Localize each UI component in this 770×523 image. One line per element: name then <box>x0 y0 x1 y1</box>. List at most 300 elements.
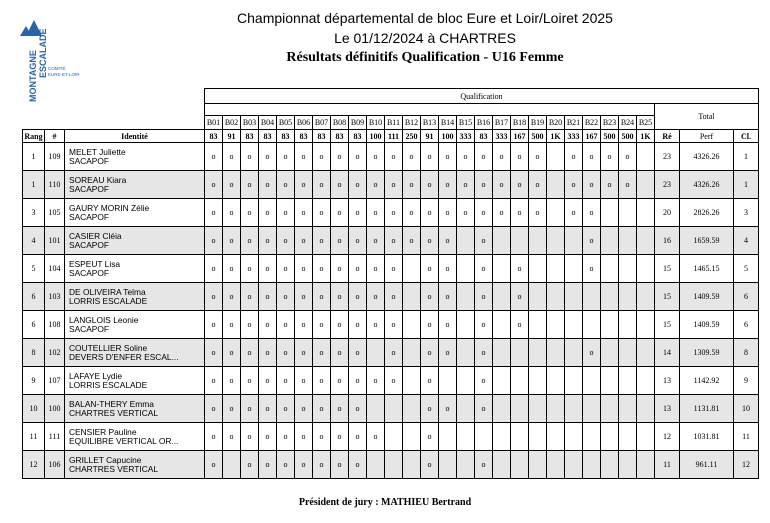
block-result-cell <box>493 339 511 367</box>
rang-cell: 9 <box>23 367 45 395</box>
block-name: B11 <box>385 116 403 130</box>
athlete-name: MELET Juliette <box>69 146 126 157</box>
block-result-cell: o <box>277 227 295 255</box>
re-cell: 16 <box>655 227 680 255</box>
block-result-cell: o <box>331 311 349 339</box>
identity-cell <box>65 423 205 451</box>
block-result-cell: o <box>205 395 223 423</box>
block-result-cell <box>637 339 655 367</box>
block-result-cell: o <box>313 367 331 395</box>
block-points: 83 <box>241 130 259 143</box>
block-result-cell: o <box>223 143 241 171</box>
block-result-cell <box>529 451 547 479</box>
perf-cell: 1465.15 <box>680 255 734 283</box>
block-result-cell: o <box>565 143 583 171</box>
identity-cell <box>65 143 205 171</box>
block-result-cell: o <box>277 171 295 199</box>
block-result-cell: o <box>313 339 331 367</box>
header-blank <box>23 89 205 104</box>
block-name: B05 <box>277 116 295 130</box>
block-name: B17 <box>493 116 511 130</box>
block-result-cell <box>439 451 457 479</box>
table-row <box>23 143 759 171</box>
header-blank <box>23 116 205 130</box>
cl-cell: 8 <box>734 339 759 367</box>
col-identite: Identité <box>65 130 205 143</box>
table-row <box>23 283 759 311</box>
re-cell: 20 <box>655 199 680 227</box>
table-row <box>23 367 759 395</box>
block-result-cell: o <box>205 451 223 479</box>
table-row <box>23 423 759 451</box>
athlete-name: GAURY MORIN Zélie <box>69 202 150 213</box>
athlete-club: SACAPOF <box>69 267 110 278</box>
block-result-cell: o <box>403 171 421 199</box>
block-result-cell: o <box>367 367 385 395</box>
block-result-cell <box>565 423 583 451</box>
block-points: 83 <box>313 130 331 143</box>
athlete-name: COUTELLIER Soline <box>69 342 148 353</box>
athlete-club: LORRIS ESCALADE <box>69 295 148 306</box>
perf-cell: 1131.81 <box>680 395 734 423</box>
block-result-cell: o <box>511 171 529 199</box>
block-result-cell <box>601 311 619 339</box>
block-result-cell <box>493 423 511 451</box>
block-result-cell: o <box>529 143 547 171</box>
block-result-cell <box>457 283 475 311</box>
block-result-cell <box>637 311 655 339</box>
re-cell: 11 <box>655 451 680 479</box>
block-result-cell: o <box>367 227 385 255</box>
block-result-cell <box>565 339 583 367</box>
block-points: 333 <box>493 130 511 143</box>
block-result-cell: o <box>331 395 349 423</box>
athlete-club: SACAPOF <box>69 323 110 334</box>
block-result-cell <box>547 451 565 479</box>
block-result-cell: o <box>439 311 457 339</box>
block-result-cell: o <box>475 227 493 255</box>
block-result-cell: o <box>475 339 493 367</box>
block-result-cell: o <box>259 255 277 283</box>
rang-cell: 6 <box>23 283 45 311</box>
block-points: 83 <box>331 130 349 143</box>
block-result-cell: o <box>205 255 223 283</box>
block-result-cell: o <box>259 423 277 451</box>
block-name: B07 <box>313 116 331 130</box>
block-points: 500 <box>529 130 547 143</box>
block-result-cell <box>619 395 637 423</box>
athlete-name: DE OLIVEIRA Telma <box>69 286 146 297</box>
block-result-cell <box>547 367 565 395</box>
cl-cell: 11 <box>734 423 759 451</box>
block-result-cell: o <box>277 423 295 451</box>
re-cell: 13 <box>655 367 680 395</box>
block-result-cell: o <box>295 423 313 451</box>
block-result-cell: o <box>421 451 439 479</box>
block-result-cell: o <box>259 451 277 479</box>
block-result-cell <box>457 339 475 367</box>
block-result-cell: o <box>241 311 259 339</box>
block-result-cell: o <box>439 339 457 367</box>
bib-cell: 107 <box>45 367 65 395</box>
rang-cell: 6 <box>23 311 45 339</box>
block-result-cell: o <box>241 171 259 199</box>
re-cell: 23 <box>655 143 680 171</box>
block-result-cell: o <box>475 395 493 423</box>
block-result-cell <box>547 339 565 367</box>
identity-cell <box>65 367 205 395</box>
block-result-cell: o <box>277 339 295 367</box>
block-result-cell: o <box>349 395 367 423</box>
block-name: B03 <box>241 116 259 130</box>
block-result-cell: o <box>421 227 439 255</box>
block-result-cell <box>547 283 565 311</box>
block-result-cell: o <box>277 255 295 283</box>
block-result-cell: o <box>619 143 637 171</box>
block-result-cell: o <box>511 199 529 227</box>
block-points: 500 <box>619 130 637 143</box>
block-result-cell: o <box>583 255 601 283</box>
spacer-row <box>23 104 759 116</box>
block-points: 91 <box>223 130 241 143</box>
block-name: B20 <box>547 116 565 130</box>
block-result-cell: o <box>241 339 259 367</box>
athlete-club: SACAPOF <box>69 155 110 166</box>
block-result-cell: o <box>511 283 529 311</box>
perf-cell: 961.11 <box>680 451 734 479</box>
block-result-cell <box>385 423 403 451</box>
block-result-cell <box>367 395 385 423</box>
block-result-cell: o <box>349 227 367 255</box>
block-result-cell <box>547 171 565 199</box>
jury-president: Président de jury : MATHIEU Bertrand <box>298 497 472 508</box>
block-result-cell <box>601 451 619 479</box>
block-result-cell: o <box>241 283 259 311</box>
block-result-cell: o <box>439 255 457 283</box>
block-result-cell: o <box>223 255 241 283</box>
athlete-name: ESPEUT Lisa <box>69 258 121 269</box>
rang-cell: 1 <box>23 143 45 171</box>
col-re: Ré <box>655 130 680 143</box>
cl-cell: 10 <box>734 395 759 423</box>
rang-cell: 5 <box>23 255 45 283</box>
block-name: B02 <box>223 116 241 130</box>
block-result-cell: o <box>205 339 223 367</box>
block-points: 83 <box>259 130 277 143</box>
table-row <box>23 227 759 255</box>
block-result-cell: o <box>403 143 421 171</box>
bib-cell: 106 <box>45 451 65 479</box>
block-result-cell: o <box>403 227 421 255</box>
block-result-cell: o <box>421 367 439 395</box>
block-result-cell: o <box>385 171 403 199</box>
block-result-cell <box>637 143 655 171</box>
block-result-cell <box>385 451 403 479</box>
block-result-cell <box>565 311 583 339</box>
block-result-cell <box>619 339 637 367</box>
block-result-cell <box>601 255 619 283</box>
block-result-cell: o <box>475 311 493 339</box>
block-result-cell: o <box>385 283 403 311</box>
block-result-cell: o <box>349 367 367 395</box>
athlete-club: SACAPOF <box>69 211 110 222</box>
results-title: Résultats définitifs Qualification - U16 Femme <box>286 50 564 65</box>
block-result-cell: o <box>439 227 457 255</box>
block-result-cell: o <box>277 395 295 423</box>
block-result-cell: o <box>583 227 601 255</box>
block-result-cell: o <box>205 199 223 227</box>
block-result-cell: o <box>367 255 385 283</box>
block-name: B12 <box>403 116 421 130</box>
page-header <box>160 8 690 68</box>
logo-text-committee: COMITÉ <box>48 66 66 71</box>
block-result-cell <box>619 367 637 395</box>
block-result-cell <box>637 451 655 479</box>
block-result-cell: o <box>295 171 313 199</box>
block-points: 333 <box>565 130 583 143</box>
block-name: B18 <box>511 116 529 130</box>
block-name: B06 <box>295 116 313 130</box>
block-result-cell: o <box>331 451 349 479</box>
table-row <box>23 395 759 423</box>
block-result-cell <box>583 311 601 339</box>
perf-cell: 1031.81 <box>680 423 734 451</box>
perf-cell: 2826.26 <box>680 199 734 227</box>
block-result-cell: o <box>493 143 511 171</box>
block-result-cell: o <box>493 171 511 199</box>
qualification-label: Qualification <box>205 89 759 104</box>
block-result-cell: o <box>313 311 331 339</box>
block-result-cell: o <box>331 283 349 311</box>
block-result-cell: o <box>583 339 601 367</box>
athlete-club: CHARTRES VERTICAL <box>69 463 159 474</box>
block-result-cell: o <box>223 311 241 339</box>
block-result-cell: o <box>295 199 313 227</box>
block-name: B10 <box>367 116 385 130</box>
re-cell: 15 <box>655 283 680 311</box>
block-result-cell <box>511 451 529 479</box>
block-points: 167 <box>583 130 601 143</box>
block-result-cell <box>529 339 547 367</box>
block-result-cell: o <box>259 227 277 255</box>
block-result-cell: o <box>421 255 439 283</box>
block-result-cell: o <box>277 199 295 227</box>
block-result-cell: o <box>385 311 403 339</box>
block-result-cell: o <box>421 283 439 311</box>
block-result-cell <box>403 255 421 283</box>
block-result-cell: o <box>295 255 313 283</box>
block-result-cell: o <box>313 423 331 451</box>
block-result-cell <box>547 311 565 339</box>
block-result-cell <box>637 283 655 311</box>
block-result-cell: o <box>439 199 457 227</box>
block-result-cell <box>511 423 529 451</box>
block-points: 167 <box>511 130 529 143</box>
block-result-cell <box>403 339 421 367</box>
block-result-cell <box>547 255 565 283</box>
block-result-cell <box>529 255 547 283</box>
block-result-cell: o <box>259 367 277 395</box>
block-result-cell <box>619 227 637 255</box>
block-result-cell: o <box>385 199 403 227</box>
bib-cell: 100 <box>45 395 65 423</box>
logo-text-region: EURE-ET-LOIR <box>48 72 80 77</box>
col-cl: Cl. <box>734 130 759 143</box>
block-result-cell: o <box>223 367 241 395</box>
block-result-cell <box>457 255 475 283</box>
block-result-cell <box>529 395 547 423</box>
athlete-name: CENSIER Pauline <box>69 426 137 437</box>
block-result-cell: o <box>331 227 349 255</box>
block-name: B01 <box>205 116 223 130</box>
block-result-cell <box>529 283 547 311</box>
athlete-club: SACAPOF <box>69 239 110 250</box>
block-result-cell: o <box>565 171 583 199</box>
block-result-cell <box>385 395 403 423</box>
block-result-cell: o <box>259 395 277 423</box>
block-result-cell: o <box>475 451 493 479</box>
block-result-cell: o <box>529 171 547 199</box>
block-name: B04 <box>259 116 277 130</box>
block-result-cell <box>367 339 385 367</box>
block-result-cell <box>511 339 529 367</box>
perf-cell: 1409.59 <box>680 311 734 339</box>
block-result-cell: o <box>385 339 403 367</box>
block-result-cell <box>493 367 511 395</box>
block-result-cell <box>619 451 637 479</box>
block-points: 83 <box>205 130 223 143</box>
bib-cell: 108 <box>45 311 65 339</box>
block-name: B25 <box>637 116 655 130</box>
rang-cell: 8 <box>23 339 45 367</box>
block-result-cell: o <box>421 199 439 227</box>
block-result-cell <box>493 283 511 311</box>
block-result-cell <box>529 423 547 451</box>
block-result-cell: o <box>385 367 403 395</box>
block-result-cell <box>601 339 619 367</box>
block-result-cell <box>619 423 637 451</box>
col-num: # <box>45 130 65 143</box>
block-result-cell: o <box>313 395 331 423</box>
block-result-cell: o <box>583 143 601 171</box>
block-result-cell <box>637 255 655 283</box>
block-result-cell <box>439 423 457 451</box>
block-result-cell: o <box>205 311 223 339</box>
block-result-cell: o <box>331 171 349 199</box>
athlete-name: GRILLET Capucine <box>69 454 142 465</box>
block-result-cell <box>583 423 601 451</box>
block-result-cell: o <box>205 283 223 311</box>
re-cell: 13 <box>655 395 680 423</box>
block-result-cell: o <box>223 395 241 423</box>
block-result-cell <box>457 423 475 451</box>
block-result-cell: o <box>277 283 295 311</box>
rang-cell: 1 <box>23 171 45 199</box>
block-result-cell: o <box>331 423 349 451</box>
block-result-cell: o <box>367 143 385 171</box>
block-points: 100 <box>367 130 385 143</box>
block-result-cell: o <box>205 171 223 199</box>
identity-cell <box>65 227 205 255</box>
block-result-cell <box>493 311 511 339</box>
block-result-cell: o <box>475 171 493 199</box>
block-result-cell <box>547 227 565 255</box>
block-result-cell: o <box>205 143 223 171</box>
block-result-cell: o <box>277 367 295 395</box>
block-result-cell <box>403 395 421 423</box>
block-name: B16 <box>475 116 493 130</box>
block-result-cell: o <box>493 199 511 227</box>
block-points: 500 <box>601 130 619 143</box>
athlete-name: LAFAYE Lydie <box>69 370 123 381</box>
block-result-cell <box>565 283 583 311</box>
block-result-cell: o <box>295 451 313 479</box>
block-result-cell <box>457 451 475 479</box>
block-result-cell: o <box>331 143 349 171</box>
block-result-cell: o <box>241 395 259 423</box>
re-cell: 12 <box>655 423 680 451</box>
rang-cell: 10 <box>23 395 45 423</box>
athlete-name: SOREAU Kiara <box>69 174 127 185</box>
block-name: B24 <box>619 116 637 130</box>
block-result-cell <box>511 227 529 255</box>
athlete-name: LANGLOIS Leonie <box>69 314 139 325</box>
bib-cell: 109 <box>45 143 65 171</box>
block-result-cell <box>493 255 511 283</box>
block-result-cell <box>601 423 619 451</box>
block-result-cell: o <box>349 451 367 479</box>
athlete-club: EQUILIBRE VERTICAL OR... <box>69 435 179 446</box>
cl-cell: 9 <box>734 367 759 395</box>
block-result-cell <box>601 395 619 423</box>
block-result-cell <box>367 451 385 479</box>
perf-cell: 1309.59 <box>680 339 734 367</box>
cl-cell: 12 <box>734 451 759 479</box>
block-result-cell <box>547 423 565 451</box>
block-points: 1K <box>637 130 655 143</box>
block-result-cell <box>619 283 637 311</box>
block-result-cell <box>493 227 511 255</box>
block-result-cell <box>457 395 475 423</box>
athlete-club: SACAPOF <box>69 183 110 194</box>
cl-cell: 3 <box>734 199 759 227</box>
perf-cell: 1142.92 <box>680 367 734 395</box>
bib-cell: 110 <box>45 171 65 199</box>
block-result-cell: o <box>529 199 547 227</box>
block-result-cell: o <box>241 367 259 395</box>
logo-text-sub: ESCALADE <box>38 28 48 78</box>
block-result-cell: o <box>421 143 439 171</box>
athlete-name: CASIER Cléia <box>69 230 122 241</box>
block-result-cell: o <box>421 171 439 199</box>
block-result-cell: o <box>223 227 241 255</box>
block-result-cell: o <box>511 255 529 283</box>
block-result-cell: o <box>367 171 385 199</box>
cl-cell: 5 <box>734 255 759 283</box>
block-result-cell: o <box>259 199 277 227</box>
block-result-cell: o <box>565 199 583 227</box>
block-result-cell <box>601 227 619 255</box>
identity-cell <box>65 339 205 367</box>
table-row <box>23 255 759 283</box>
block-result-cell: o <box>277 451 295 479</box>
block-points: 83 <box>295 130 313 143</box>
block-result-cell: o <box>223 199 241 227</box>
block-result-cell: o <box>511 311 529 339</box>
block-result-cell: o <box>457 143 475 171</box>
block-points: 83 <box>349 130 367 143</box>
block-result-cell: o <box>619 171 637 199</box>
